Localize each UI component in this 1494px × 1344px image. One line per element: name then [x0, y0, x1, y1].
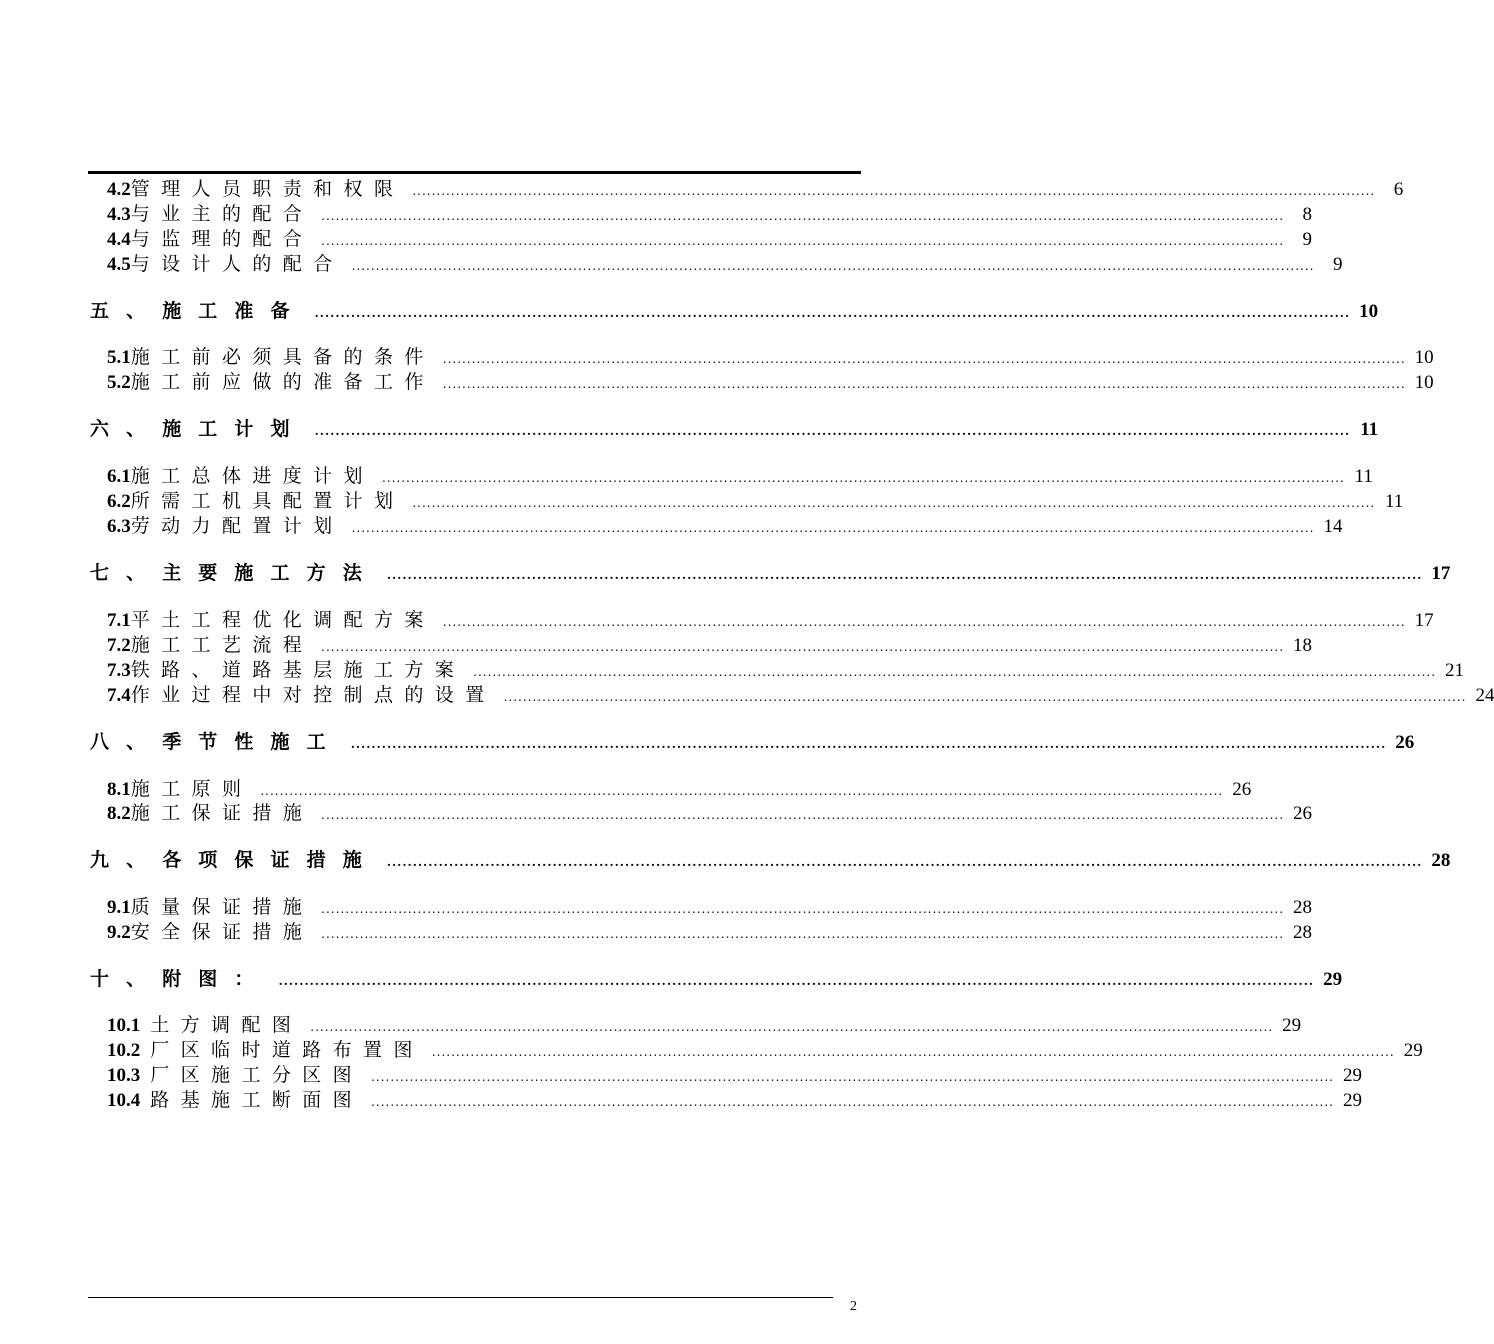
toc-section[interactable]: [90, 730, 1415, 755]
toc-leader: ........................................................................................................................................................................................................: [278, 974, 1315, 988]
toc-leader: ........................................................................................................................................................................................................: [351, 259, 1315, 273]
page-number: 2: [850, 1299, 857, 1314]
toc-section[interactable]: [90, 848, 1451, 873]
toc-section-page: 10: [1359, 301, 1379, 322]
toc-leader: ........................................................................................................................................................................................................: [431, 1045, 1395, 1059]
toc-entry-page: 9: [1302, 229, 1313, 250]
toc-entry-page: 11: [1354, 466, 1373, 487]
toc-section[interactable]: [90, 299, 1379, 324]
toc-entry[interactable]: [107, 1063, 1362, 1088]
toc-entry-page: 6: [1393, 179, 1404, 200]
toc-leader: ........................................................................................................................................................................................................: [473, 665, 1437, 679]
toc-leader: ........................................................................................................................................................................................................: [503, 690, 1467, 704]
toc-entry-number: 7.1: [107, 610, 131, 631]
toc-section-page: 29: [1323, 969, 1343, 990]
toc-entry-page: 28: [1293, 897, 1313, 918]
footer-rule: [88, 1297, 833, 1298]
toc-entry-title: 与监理的配合: [130, 228, 314, 250]
toc-entry[interactable]: [107, 633, 1313, 658]
toc-leader: ........................................................................................................................................................................................................: [314, 424, 1351, 438]
toc-entry-number: 6.3: [107, 516, 131, 537]
toc-entry-page: 29: [1342, 1090, 1362, 1111]
toc-entry-page: 24: [1475, 685, 1494, 706]
toc-leader: ........................................................................................................................................................................................................: [371, 1070, 1334, 1084]
toc-leader: ........................................................................................................................................................................................................: [381, 471, 1345, 485]
toc-entry-number: 10.3: [107, 1065, 141, 1086]
toc-entry[interactable]: [107, 920, 1313, 945]
toc-entry[interactable]: [107, 1038, 1423, 1063]
toc-entry[interactable]: [107, 345, 1434, 370]
toc-entry-number: 4.2: [107, 179, 131, 200]
toc-entry-page: 9: [1332, 254, 1343, 275]
toc-section-title: 八、季节性施工: [90, 731, 343, 753]
toc-entry-number: 5.1: [107, 347, 131, 368]
toc-entry-page: 11: [1384, 491, 1404, 512]
toc-leader: ........................................................................................................................................................................................................: [442, 352, 1406, 366]
toc-section-title: 七、主要施工方法: [90, 562, 379, 584]
toc-entry-number: 9.2: [107, 922, 131, 943]
toc-entry[interactable]: [107, 683, 1494, 708]
toc-entry[interactable]: [107, 252, 1343, 277]
toc-entry-page: 17: [1414, 610, 1434, 631]
toc-leader: ........................................................................................................................................................................................................: [412, 184, 1376, 198]
toc-entry[interactable]: [107, 801, 1313, 826]
toc-entry-page: 29: [1403, 1040, 1423, 1061]
toc-entry[interactable]: [107, 1013, 1302, 1038]
toc-leader: ........................................................................................................................................................................................................: [350, 737, 1387, 751]
toc-entry-title: 管理人员职责和权限: [130, 178, 405, 200]
toc-entry-title: 平土工程优化调配方案: [130, 609, 435, 631]
toc-entry-title: 施工工艺流程: [130, 634, 314, 656]
toc-section[interactable]: [90, 967, 1343, 992]
toc-entry-title: 所需工机具配置计划: [130, 490, 405, 512]
toc-leader: ........................................................................................................................................................................................................: [310, 1020, 1274, 1034]
toc-entry-page: 29: [1342, 1065, 1362, 1086]
toc-entry-title: 土方调配图: [150, 1014, 303, 1036]
toc-leader: ........................................................................................................................................................................................................: [412, 496, 1376, 510]
toc-leader: ........................................................................................................................................................................................................: [321, 927, 1285, 941]
toc-entry-page: 10: [1414, 347, 1434, 368]
toc-entry-title: 厂区临时道路布置图: [150, 1039, 424, 1061]
toc-entry-title: 施工保证措施: [130, 802, 314, 824]
toc-entry-page: 29: [1282, 1015, 1302, 1036]
toc-section-page: 11: [1360, 419, 1379, 440]
toc-entry-number: 4.5: [107, 254, 131, 275]
toc-entry[interactable]: [107, 489, 1404, 514]
toc-entry-number: 9.1: [107, 897, 131, 918]
toc-entry[interactable]: [107, 1088, 1362, 1113]
toc-entry[interactable]: [107, 514, 1343, 539]
toc-entry-number: 10.4: [107, 1090, 141, 1111]
toc-entry-page: 14: [1323, 516, 1343, 537]
toc-entry-title: 施工前应做的准备工作: [130, 371, 435, 393]
header-rule: [88, 171, 861, 174]
toc-entry[interactable]: [107, 227, 1313, 252]
toc-leader: ........................................................................................................................................................................................................: [321, 209, 1285, 223]
toc-leader: ........................................................................................................................................................................................................: [386, 855, 1423, 869]
toc-entry-number: 6.2: [107, 491, 131, 512]
toc-section[interactable]: [90, 561, 1451, 586]
toc-entry[interactable]: [107, 608, 1434, 633]
toc-section-page: 17: [1431, 563, 1451, 584]
toc-leader: ........................................................................................................................................................................................................: [386, 568, 1423, 582]
toc-entry-number: 10.2: [107, 1040, 141, 1061]
toc-entry-title: 厂区施工分区图: [150, 1064, 364, 1086]
toc-section-title: 九、各项保证措施: [90, 849, 379, 871]
toc-entry[interactable]: [107, 464, 1373, 489]
toc-entry-title: 劳动力配置计划: [130, 515, 344, 537]
toc-entry-title: 施工前必须具备的条件: [130, 346, 435, 368]
toc-entry-number: 10.1: [107, 1015, 141, 1036]
toc-entry[interactable]: [107, 777, 1252, 802]
toc-entry[interactable]: [107, 177, 1404, 202]
toc-entry-number: 5.2: [107, 372, 131, 393]
toc-entry-page: 18: [1293, 635, 1313, 656]
toc-entry-page: 21: [1445, 660, 1465, 681]
toc-leader: ........................................................................................................................................................................................................: [260, 784, 1224, 798]
toc-entry-page: 8: [1302, 204, 1313, 225]
toc-leader: ........................................................................................................................................................................................................: [371, 1095, 1334, 1109]
toc-entry[interactable]: [107, 895, 1313, 920]
toc-section-page: 26: [1395, 732, 1415, 753]
toc-entry-title: 与业主的配合: [130, 203, 314, 225]
toc-entry-number: 6.1: [107, 466, 131, 487]
toc-entry-title: 安全保证措施: [130, 921, 314, 943]
toc-entry-number: 7.2: [107, 635, 131, 656]
toc-entry-title: 施工总体进度计划: [130, 465, 374, 487]
toc-entry-title: 作业过程中对控制点的设置: [130, 684, 496, 706]
toc-section[interactable]: [90, 417, 1379, 442]
toc-entry-number: 4.4: [107, 229, 131, 250]
toc-entry-page: 26: [1293, 803, 1313, 824]
toc-leader: ........................................................................................................................................................................................................: [321, 808, 1285, 822]
toc-entry[interactable]: [107, 370, 1434, 395]
toc-entry-title: 路基施工断面图: [150, 1089, 364, 1111]
toc-entry-page: 28: [1293, 922, 1313, 943]
toc-leader: ........................................................................................................................................................................................................: [442, 615, 1406, 629]
toc-entry-page: 26: [1232, 779, 1252, 800]
toc-entry-number: 4.3: [107, 204, 131, 225]
toc-leader: ........................................................................................................................................................................................................: [321, 640, 1285, 654]
toc-entry-number: 8.2: [107, 803, 131, 824]
toc-leader: ........................................................................................................................................................................................................: [351, 521, 1315, 535]
toc-entry-page: 10: [1414, 372, 1434, 393]
toc-section-title: 五、施工准备: [90, 300, 307, 322]
toc-entry[interactable]: [107, 658, 1465, 683]
toc-entry-number: 7.3: [107, 660, 131, 681]
toc-leader: ........................................................................................................................................................................................................: [321, 902, 1285, 916]
toc-section-title: 六、施工计划: [90, 418, 307, 440]
toc-leader: ........................................................................................................................................................................................................: [321, 234, 1285, 248]
toc-entry-number: 7.4: [107, 685, 131, 706]
toc-entry-title: 施工原则: [130, 778, 253, 800]
toc-entry-title: 与设计人的配合: [130, 253, 344, 275]
toc-leader: ........................................................................................................................................................................................................: [442, 377, 1406, 391]
toc-leader: ........................................................................................................................................................................................................: [314, 306, 1351, 320]
toc-entry-title: 质量保证措施: [130, 896, 314, 918]
toc-entry[interactable]: [107, 202, 1313, 227]
toc-section-title: 十、附图：: [90, 968, 271, 990]
toc-entry-number: 8.1: [107, 779, 131, 800]
toc-entry-title: 铁路、道路基层施工方案: [130, 659, 466, 681]
toc-section-page: 28: [1431, 850, 1451, 871]
